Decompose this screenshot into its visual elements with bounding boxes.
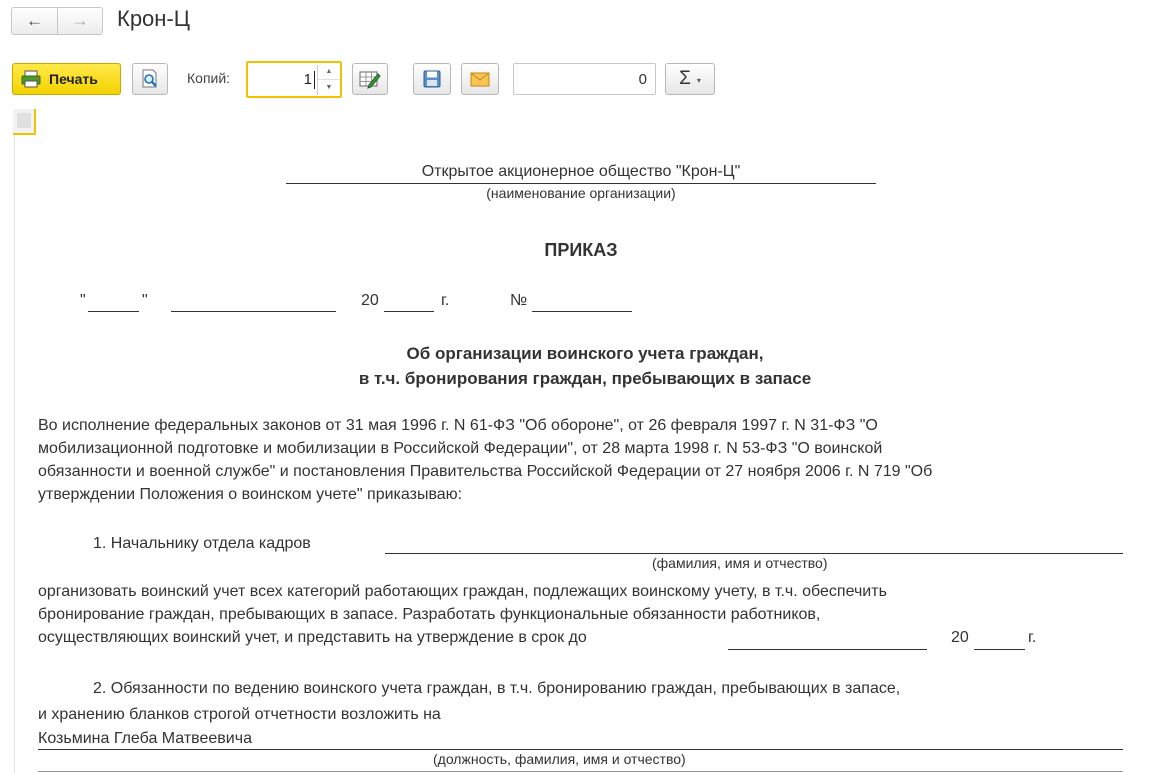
sum-menu-button[interactable] <box>665 63 715 95</box>
organization-underline <box>286 183 876 184</box>
item1-caption: (фамилия, имя и отчество) <box>652 555 828 571</box>
forward-button[interactable] <box>57 8 102 34</box>
floppy-disk-icon <box>423 70 441 88</box>
item1-deadline-underline <box>728 649 927 650</box>
item2-line-1: 2. Обязанности по ведению воинского учета граждан, в т.ч. бронированию граждан, пребывающих в запасе, <box>93 680 901 697</box>
order-number-underline <box>532 311 632 312</box>
stepper-down-icon[interactable]: ▼ <box>318 79 340 95</box>
item1-year-underline <box>974 649 1025 650</box>
item2-person: Козьмина Глеба Матвеевича <box>38 730 252 747</box>
date-day-underline <box>88 311 139 312</box>
order-number-sign: № <box>510 292 528 309</box>
copies-field <box>246 61 342 98</box>
subject-line-2: в т.ч. бронирования граждан, пребывающих в запасе <box>358 369 812 388</box>
window-title: Крон-Ц <box>117 6 191 31</box>
chevron-down-icon: ▾ <box>696 75 701 85</box>
item2-person-underline <box>38 749 1123 750</box>
date-quote-open: " <box>80 292 86 309</box>
item1-year-suffix: г. <box>1028 629 1037 646</box>
preamble-line: утверждении Положения о воинском учете" приказываю: <box>38 486 463 503</box>
date-year-underline <box>384 311 434 312</box>
preview-button[interactable] <box>132 63 168 95</box>
history-navigation <box>11 7 103 35</box>
date-quote-close: " <box>142 292 148 309</box>
item2-line-2: и хранению бланков строгой отчетности возложить на <box>38 706 441 723</box>
sigma-icon: Σ <box>679 68 691 89</box>
preview-magnifier-icon <box>140 69 160 89</box>
item1-body-line: организовать воинский учет всех категорий работающих граждан, подлежащих воинскому учету, в т.ч. обеспечить <box>38 583 887 600</box>
preamble-line: обязанности и военной службе" и постановления Правительства Российской Федерации от 27 ноября 2006 г. N 719 "Об <box>38 463 933 480</box>
edit-spreadsheet-button[interactable] <box>352 63 388 95</box>
date-year-suffix: г. <box>441 292 450 309</box>
preamble-line: Во исполнение федеральных законов от 31 мая 1996 г. N 61-ФЗ "Об обороне", от 26 февраля 1997 г. N 31-ФЗ "О <box>38 417 878 434</box>
item1-body-line: осуществляющих воинский учет, и представить на утверждение в срок до <box>38 629 587 646</box>
item1-body-line: бронирование граждан, пребывающих в запасе. Разработать функциональные обязанности работников, <box>38 606 821 623</box>
subject-line-1: Об организации воинского учета граждан, <box>406 344 764 363</box>
stepper-up-icon[interactable]: ▲ <box>325 68 333 76</box>
print-button[interactable] <box>12 63 121 95</box>
organization-caption: (наименование организации) <box>486 185 676 201</box>
sheet-select-corner[interactable] <box>13 109 36 135</box>
back-button[interactable] <box>12 8 57 34</box>
item1-year-prefix: 20 <box>951 629 969 646</box>
copies-label: Копий: <box>187 70 231 86</box>
save-button[interactable] <box>413 63 451 95</box>
arrow-right-icon: → <box>71 11 89 30</box>
copies-input[interactable] <box>248 66 314 94</box>
item1-name-underline <box>385 553 1123 554</box>
text-caret <box>314 71 315 89</box>
item2-caption: (должность, фамилия, имя и отчество) <box>433 751 686 767</box>
print-label: Печать <box>49 71 98 87</box>
envelope-icon <box>470 72 490 87</box>
copies-stepper <box>317 65 340 95</box>
date-month-underline <box>171 311 336 312</box>
preamble-line: мобилизационной подготовке и мобилизации в Российской Федерации", от 28 марта 1998 г. N 53-ФЗ "О воинской <box>38 440 883 457</box>
sheet-bottom-rule <box>38 771 1123 772</box>
document-heading: ПРИКАЗ <box>544 240 618 260</box>
sum-field[interactable]: 0 <box>513 63 656 95</box>
organization-name: Открытое акционерное общество "Крон-Ц" <box>421 163 741 180</box>
item1-lead: 1. Начальнику отдела кадров <box>93 535 311 552</box>
send-email-button[interactable] <box>461 63 499 95</box>
spreadsheet-edit-icon <box>359 69 381 89</box>
date-year-prefix: 20 <box>361 292 379 309</box>
arrow-left-icon: ← <box>26 11 43 30</box>
sheet-left-border <box>14 135 15 773</box>
printer-icon <box>21 70 41 88</box>
